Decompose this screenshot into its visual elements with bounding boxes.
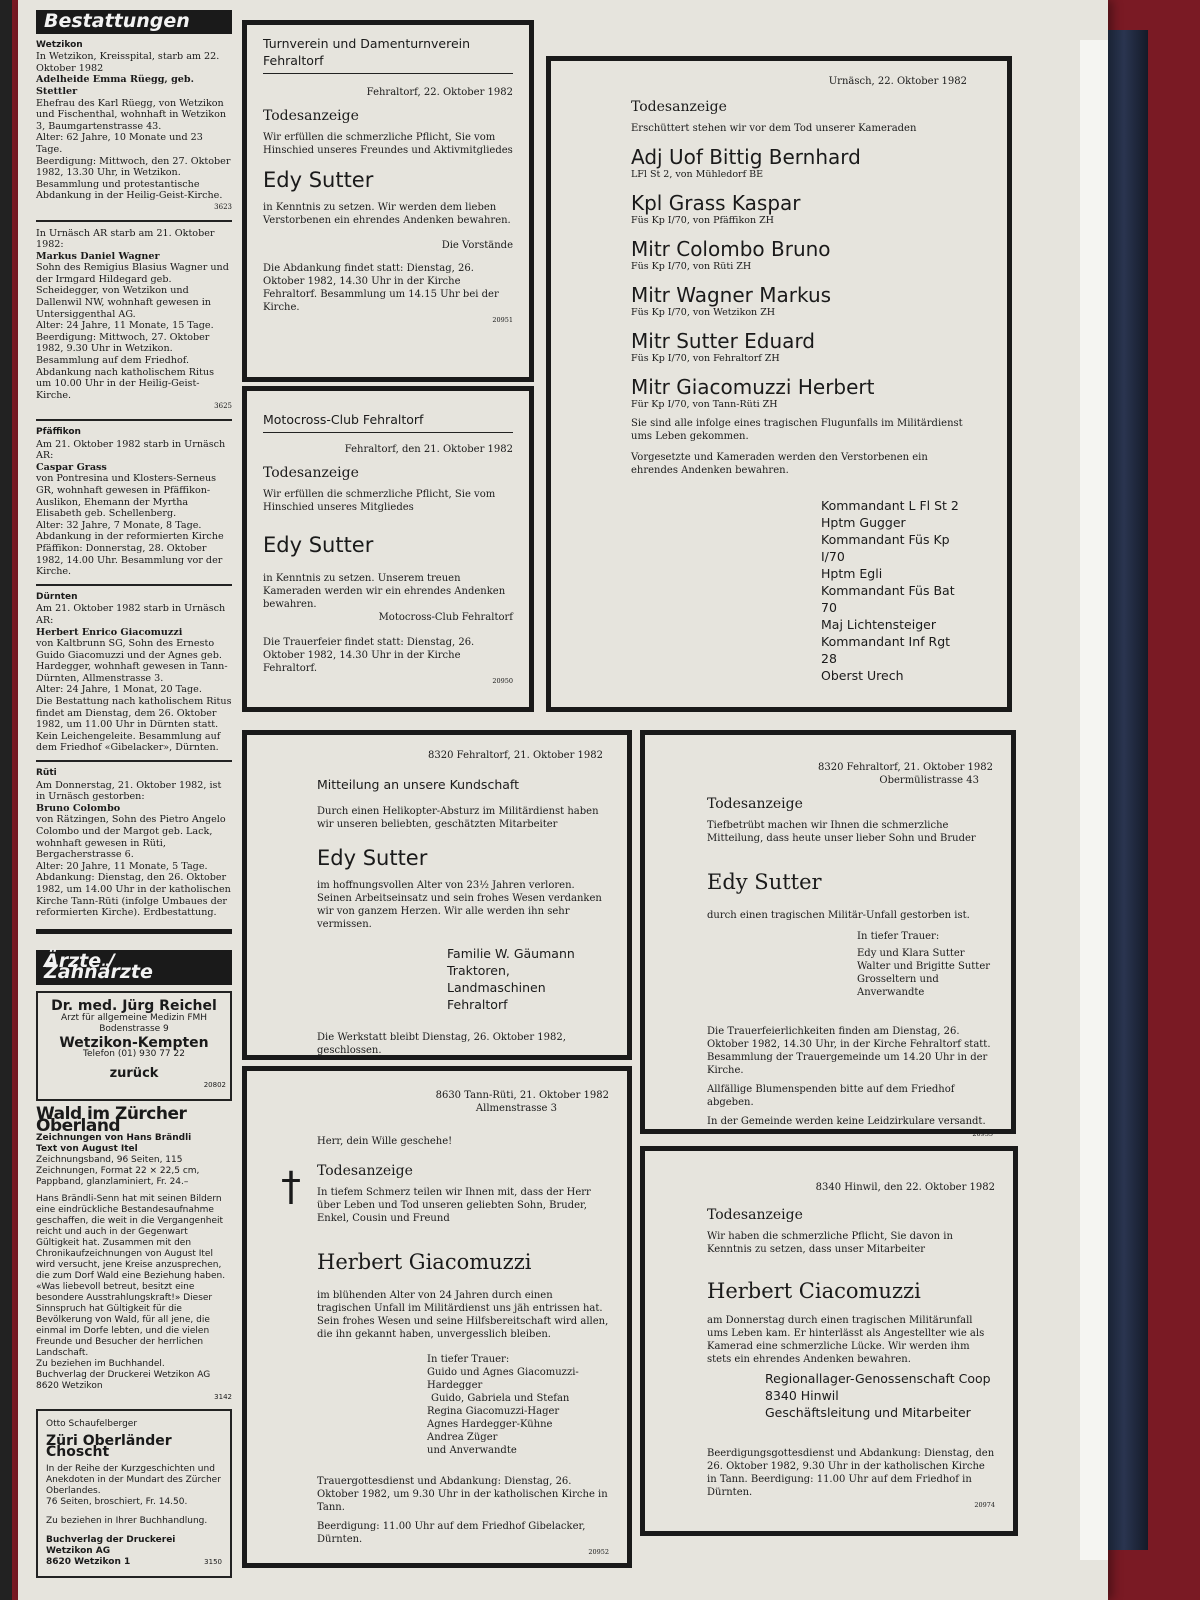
list-item: Pfäffikon Am 21. Oktober 1982 starb in Urnäsch AR: Caspar Grass von Pontresina und Klosters-Serneus GR, wohnhaft gewesen in Pfäffikon-Auslikon, Ehemann der Myrtha Elisabeth geb. Schellenberg. Alter: 32 Jahre, 7 Monate, 8 Tage. Abdankung in der reformierten Kirche Pfäffikon: Donnerstag, 28. Oktober 1982, 14.00 Uhr. Besammlung vor der Kirche. (36, 421, 232, 586)
page-edge-left (0, 0, 12, 1600)
obituary-coop: 8340 Hinwil, den 22. Oktober 1982 Todesanzeige Wir haben die schmerzliche Pflicht, Sie davon in Kenntnis zu setzen, dass unser Mitarbeiter Herbert Ciacomuzzi am Donnerstag durch einen tragischen Militärunfall ums Leben kam. Er hinterlässt als Angestellter wie als Kamerad eine schmerzliche Lücke. Wir werden ihm stets ein ehrendes Andenken bewahren. Regionallager-Genossenschaft Coop 8340 Hinwil Geschäftsleitung und Mitarbeiter Beerdigungsgottesdienst und Abdankung: Dienstag, den 26. Oktober 1982, 9.30 Uhr in der katholischen Kirche in Tann. Beerdigung: 11.00 Uhr auf dem Friedhof in Dürnten. 20974 (640, 1146, 1018, 1536)
page-edge-right (1080, 40, 1108, 1560)
signers: Kommandant L Fl St 2 Hptm Gugger Kommandant Füs Kp I/70 Hptm Egli Kommandant Füs Bat 70 Maj Lichtensteiger Kommandant Inf Rgt 28 Oberst Urech (821, 498, 959, 683)
doctor-ad: Dr. med. Jürg Reichel Arzt für allgemeine Medizin FMH Bodenstrasse 9 Wetzikon-Kempten Telefon (01) 930 77 22 zurück 20802 (36, 991, 232, 1101)
book-ad-choscht: Otto Schaufelberger Züri Oberländer Choscht In der Reihe der Kurzgeschichten und Anekdoten in der Mundart des Zürcher Oberlandes. 76 Seiten, broschiert, Fr. 14.50. Zu beziehen in Ihrer Buchhandlung. Buchverlag der Druckerei Wetzikon AG 8620 Wetzikon 1 3150 (36, 1409, 232, 1578)
notice-kundschaft: 8320 Fehraltorf, 21. Oktober 1982 Mitteilung an unsere Kundschaft Durch einen Helikopter-Absturz im Militärdienst haben wir unseren beliebten, geschätzten Mitarbeiter Edy Sutter im hoffnungsvollen Alter von 23½ Jahren verloren. Seinen Arbeitseinsatz und sein frohes Wesen verdanken wir von ganzem Herzen. Wir alle werden ihn sehr vermissen. Familie W. Gäumann Traktoren, Landmaschinen Fehraltorf Die Werkstatt bleibt Dienstag, 26. Oktober 1982, geschlossen. (242, 730, 632, 1060)
divider (36, 929, 232, 934)
list-item: Dürnten Am 21. Oktober 1982 starb in Urnäsch AR: Herbert Enrico Giacomuzzi von Kaltbrunn SG, Sohn des Ernesto Guido Giacomuzzi und der Agnes geb. Hardegger, wohnhaft gewesen in Tann-Dürnten, Allmenstrasse 3. Alter: 24 Jahre, 1 Monat, 20 Tage. Die Bestattung nach katholischem Ritus findet am Dienstag, dem 26. Oktober 1982, um 11.00 Uhr in Dürnten statt. Kein Leichengeleite. Besammlung auf dem Friedhof «Gibelacker», Dürnten. (36, 586, 232, 762)
left-column: Bestattungen Wetzikon In Wetzikon, Kreisspital, starb am 22. Oktober 1982 Adelheide Emma Rüegg, geb. Stettler Ehefrau des Karl Rüegg, von Wetzikon und Fischenthal, wohnhaft in Wetzikon 3, Baumgartenstrasse 43. Alter: 62 Jahre, 10 Monate und 23 Tage. Beerdigung: Mittwoch, den 27. Oktober 1982, 13.30 Uhr, in Wetzikon. Besammlung und protestantische Abdankung in der Heilig-Geist-Kirche. 3623 In Urnäsch AR starb am 21. Oktober 1982: Markus Daniel Wagner Sohn des Remigius Blasius Wagner und der Irmgard Hildegard geb. Scheidegger, von Wetzikon und Dallenwil NW, wohnhaft gewesen in Untersiggenthal AG. Alter: 24 Jahre, 11 Monate, 15 Tage. Beerdigung: Mittwoch, 27. Oktober 1982, 9.30 Uhr in Wetzikon. Besammlung auf dem Friedhof. Abdankung nach katholischem Ritus um 10.00 Uhr in der Heilig-Geist-Kirche. 3625 Pfäffikon Am 21. Oktober 1982 starb in Urnäsch AR: Caspar Grass von Pontresina und Klosters-Serneus GR, wohnhaft gewesen in Pfäffikon-Auslikon, Ehemann der Myrtha Elisabeth geb. Schellenberg. Alter: 32 Jahre, 7 Monate, 8 Tage. Abdankung in der reformierten Kirche Pfäffikon: Donnerstag, 28. Oktober 1982, 14.00 Uhr. Besammlung vor der Kirche. Dürnten Am 21. Oktober 1982 starb in Urnäsch AR: Herbert Enrico Giacomuzzi von Kaltbrunn SG, Sohn des Ernesto Guido Giacomuzzi und der Agnes geb. Hardegger, wohnhaft gewesen in Tann-Dürnten, Allmenstrasse 3. Alter: 24 Jahre, 1 Monat, 20 Tage. Die Bestattung nach katholischem Ritus findet am Dienstag, dem 26. Oktober 1982, um 11.00 Uhr in Dürnten statt. Kein Leichengeleite. Besammlung auf dem Friedhof «Gibelacker», Dürnten. Rüti Am Donnerstag, 21. Oktober 1982, ist in Urnäsch gestorben: Bruno Colombo von Rätzingen, Sohn des Pietro Angelo Colombo und der Margot geb. Lack, wohnhaft gewesen in Rüti, Bergacherstrasse 6. Alter: 20 Jahre, 11 Monate, 5 Tage. Abdankung: Dienstag, den 26. Oktober 1982, um 14.00 Uhr in der katholischen Kirche Tann-Rüti (infolge Umbaues der reformierten Kirche). Erdbestattung. Ärzte / Zahnärzte Dr. med. Jürg Reichel Arzt für allgemeine Medizin FMH Bodenstrasse 9 Wetzikon-Kempten Telefon (01) 930 77 22 zurück 20802 Wald im Zürcher Oberland Zeichnungen von Hans Brändli Text von August Itel Zeichnungsband, 96 Seiten, 115 Zeichnungen, Format 22 × 22,5 cm, Pappband, glanzlaminiert, Fr. 24.– Hans Brändli-Senn hat mit seinen Bildern eine eindrückliche Bestandesaufnahme geschaffen, die weit in die Vergangenheit reicht und auch in der Gegenwart Gültigkeit hat. Zusammen mit den Chronikaufzeichnungen von August Itel wird versucht, jene Kreise anzusprechen, die zum Dorf Wald eine Beziehung haben. «Was liebevoll betreut, besitzt eine besondere Ausstrahlungskraft!» Dieser Sinnspruch hat Gültigkeit für die Bevölkerung von Wald, für all jene, die einmal im Dorfe lebten, und die vielen Freunde und Besucher der herrlichen Landschaft. Zu beziehen im Buchhandel. Buchverlag der Druckerei Wetzikon AG 8620 Wetzikon 3142 Otto Schaufelberger Züri Oberländer Choscht In der Reihe der Kurzgeschichten und Anekdoten in der Mundart des Zürcher Oberlandes. 76 Seiten, broschiert, Fr. 14.50. Zu beziehen in Ihrer Buchhandlung. Buchverlag der Druckerei Wetzikon AG 8620 Wetzikon 1 3150 (36, 10, 232, 1578)
list-item: Wetzikon In Wetzikon, Kreisspital, starb am 22. Oktober 1982 Adelheide Emma Rüegg, geb. Stettler Ehefrau des Karl Rüegg, von Wetzikon und Fischenthal, wohnhaft in Wetzikon 3, Baumgartenstrasse 43. Alter: 62 Jahre, 10 Monate und 23 Tage. Beerdigung: Mittwoch, den 27. Oktober 1982, 13.30 Uhr, in Wetzikon. Besammlung und protestantische Abdankung in der Heilig-Geist-Kirche. 3623 (36, 34, 232, 222)
cross-icon: † (281, 1164, 301, 1210)
list-item: Rüti Am Donnerstag, 21. Oktober 1982, ist in Urnäsch gestorben: Bruno Colombo von Rätzingen, Sohn des Pietro Angelo Colombo und der Margot geb. Lack, wohnhaft gewesen in Rüti, Bergacherstrasse 6. Alter: 20 Jahre, 11 Monate, 5 Tage. Abdankung: Dienstag, den 26. Oktober 1982, um 14.00 Uhr in der katholischen Kirche Tann-Rüti (infolge Umbaues der reformierten Kirche). Erdbestattung. (36, 768, 231, 919)
section-header-aerzte: Ärzte / Zahnärzte (36, 950, 232, 985)
soldier-name: Mitr Wagner Markus (631, 283, 832, 307)
obituary-motocross: Motocross-Club Fehraltorf Fehraltorf, den 21. Oktober 1982 Todesanzeige Wir erfüllen die schmerzliche Pflicht, Sie vom Hinschied unseres Mitgliedes Edy Sutter in Kenntnis zu setzen. Unserem treuen Kameraden werden wir ein ehrendes Andenken bewahren. Motocross-Club Fehraltorf Die Trauerfeier findet statt: Dienstag, 26. Oktober 1982, 14.30 Uhr in der Kirche Fehraltorf. 20950 (242, 386, 534, 712)
list-item: In Urnäsch AR starb am 21. Oktober 1982: Markus Daniel Wagner Sohn des Remigius Blasius Wagner und der Irmgard Hildegard geb. Scheidegger, von Wetzikon und Dallenwil NW, wohnhaft gewesen in Untersiggenthal AG. Alter: 24 Jahre, 11 Monate, 15 Tage. Beerdigung: Mittwoch, 27. Oktober 1982, 9.30 Uhr in Wetzikon. Besammlung auf dem Friedhof. Abdankung nach katholischem Ritus um 10.00 Uhr in der Heilig-Geist-Kirche. 3625 (36, 222, 232, 422)
obituary-turnverein: Turnverein und Damenturnverein Fehraltorf Fehraltorf, 22. Oktober 1982 Todesanzeige Wir erfüllen die schmerzliche Pflicht, Sie vom Hinschied unseres Freundes und Aktivmitgliedes Edy Sutter in Kenntnis zu setzen. Wir werden dem lieben Verstorbenen ein ehrendes Andenken bewahren. Die Vorstände Die Abdankung findet statt: Dienstag, 26. Oktober 1982, 14.30 Uhr in der Kirche Fehraltorf. Besammlung um 14.15 Uhr bei der Kirche. 20951 (242, 20, 534, 382)
soldier-name: Mitr Sutter Eduard (631, 329, 816, 353)
book-title-wald: Wald im Zürcher Oberland (36, 1104, 187, 1136)
soldier-name: Mitr Colombo Bruno (631, 237, 831, 261)
soldier-name: Adj Uof Bittig Bernhard (631, 145, 861, 169)
obituary-family-giacomuzzi: † 8630 Tann-Rüti, 21. Oktober 1982 Allmenstrasse 3 Herr, dein Wille geschehe! Todesanzeige In tiefem Schmerz teilen wir Ihnen mit, dass der Herr über Leben und Tod unseren geliebten Sohn, Bruder, Enkel, Cousin und Freund Herbert Giacomuzzi im blühenden Alter von 24 Jahren durch einen tragischen Unfall im Militärdienst uns jäh entrissen hat. Sein frohes Wesen und seine Hilfsbereitschaft wird allen, die ihn gekannt haben, unvergesslich bleiben. In tiefer Trauer: Guido und Agnes Giacomuzzi-Hardegger Guido, Gabriela und Stefan Regina Giacomuzzi-Hager Agnes Hardegger-Kühne Andrea Züger und Anverwandte Trauergottesdienst und Abdankung: Dienstag, 26. Oktober 1982, um 9.30 Uhr in der katholischen Kirche in Tann. Beerdigung: 11.00 Uhr auf dem Friedhof Gibelacker, Dürnten. 20952 (242, 1066, 632, 1568)
obituary-military: Urnäsch, 22. Oktober 1982 Todesanzeige Erschüttert stehen wir vor dem Tod unserer Kameraden Adj Uof Bittig Bernhard LFl St 2, von Mühledorf BE Kpl Grass Kaspar Füs Kp I/70, von Pfäffikon ZH Mitr Colombo Bruno Füs Kp I/70, von Rüti ZH Mitr Wagner Markus Füs Kp I/70, von Wetzikon ZH Mitr Sutter Eduard Füs Kp I/70, von Fehraltorf ZH Mitr Giacomuzzi Herbert Für Kp I/70, von Tann-Rüti ZH Sie sind alle infolge eines tragischen Flugunfalls im Militärdienst ums Leben gekommen. Vorgesetzte und Kameraden werden den Verstorbenen ein ehrendes Andenken bewahren. Kommandant L Fl St 2 Hptm Gugger Kommandant Füs Kp I/70 Hptm Egli Kommandant Füs Bat 70 Maj Lichtensteiger Kommandant Inf Rgt 28 Oberst Urech (546, 56, 1012, 712)
obituary-family-sutter: 8320 Fehraltorf, 21. Oktober 1982 Obermülistrasse 43 Todesanzeige Tiefbetrübt machen wir Ihnen die schmerzliche Mitteilung, dass heute unser lieber Sohn und Bruder Edy Sutter durch einen tragischen Militär-Unfall gestorben ist. In tiefer Trauer: Edy und Klara Sutter Walter und Brigitte Sutter Grosseltern und Anverwandte Die Trauerfeierlichkeiten finden am Dienstag, 26. Oktober 1982, 14.30 Uhr, in der Kirche Fehraltorf statt. Besammlung der Trauergemeinde um 14.20 Uhr in der Kirche. Allfällige Blumenspenden bitte auf dem Friedhof abgeben. In der Gemeinde werden keine Leidzirkulare versandt. 20935 (640, 730, 1016, 1134)
section-header-bestattungen: Bestattungen (36, 10, 232, 34)
soldier-name: Kpl Grass Kaspar (631, 191, 801, 215)
soldier-name: Mitr Giacomuzzi Herbert (631, 375, 875, 399)
